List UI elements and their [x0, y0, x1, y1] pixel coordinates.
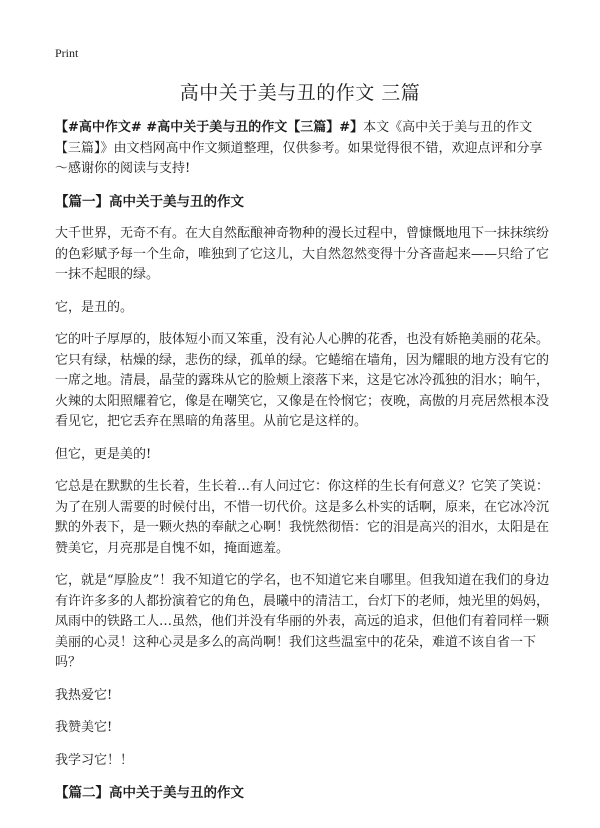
paragraph: 大千世界，无奇不有。在大自然酝酿神奇物种的漫长过程中，曾慷慨地甩下一抹抹缤纷的色彩赋予每一个生命，唯独到了它这儿，大自然忽然变得十分吝啬起来——只给了它一抹不起眼的绿。 [55, 226, 550, 282]
section-2-heading: 【篇二】高中关于美与丑的作文 [55, 785, 244, 801]
intro-tags: 【#高中作文# #高中关于美与丑的作文【三篇】#】 [55, 120, 364, 135]
paragraph: 它，是丑的。 [55, 299, 134, 315]
paragraph: 我赞美它! [55, 720, 113, 735]
document-body [55, 118, 551, 816]
paragraph: 我热爱它! [55, 687, 113, 703]
paragraph: 它总是在默默的生长着，生长着…有人问过它：你这样的生长有何意义？它笑了笑说：为了在别人需要的时候付出，不惜一切代价。这是多么朴实的话啊，原来，在它冰冷沉默的外表下，是一颗火热的奉献之心啊！我恍然彻悟：它的泪是高兴的泪水，太阳是在赞美它，月亮那是自愧不如，掩面遮羞。 [55, 479, 550, 556]
paragraph: 但它，更是美的! [55, 446, 152, 462]
intro-text: 本文《高中关于美与丑的作文【三篇】》由文档网高中作文频道整理，仅供参考。如果觉得很不错，欢迎点评和分享～感谢你的阅读与支持! [55, 120, 543, 176]
print-link[interactable]: Print [55, 46, 79, 60]
section-1-heading: 【篇一】高中关于美与丑的作文 [55, 193, 244, 210]
intro-paragraph [55, 118, 551, 180]
document-title: 高中关于美与丑的作文 三篇 [179, 82, 421, 104]
paragraph: 它，就是“厚脸皮”！我不知道它的学名，也不知道它来自哪里。但我知道在我们的身边有许许多多的人都扮演着它的角色，晨曦中的清洁工，台灯下的老师，烛光里的妈妈，凤雨中的铁路工人…虽然，他们并没有华丽的外表，高远的追求，但他们有着同样一颗美丽的心灵！这种心灵是多么的高尚啊！我们这些温室中的花朵，难道不该自省一下吗？ [55, 573, 550, 670]
paragraph: 它的叶子厚厚的，肢体短小而又笨重，没有沁人心脾的花香，也没有娇艳美丽的花朵。它只有绿，枯燥的绿，悲伤的绿，孤单的绿。它蜷缩在墙角，因为耀眼的地方没有它的一席之地。清晨，晶莹的露珠从它的脸颊上滚落下来，这是它冰冷孤独的泪水；晌午，火辣的太阳照耀着它，像是在嘲笑它，又像是在怜悯它；夜晚，高傲的月亮居然根本没看见它，把它丢弃在黑暗的角落里。从前它是这样的。 [55, 332, 550, 429]
paragraph: 我学习它！！ [55, 752, 134, 768]
